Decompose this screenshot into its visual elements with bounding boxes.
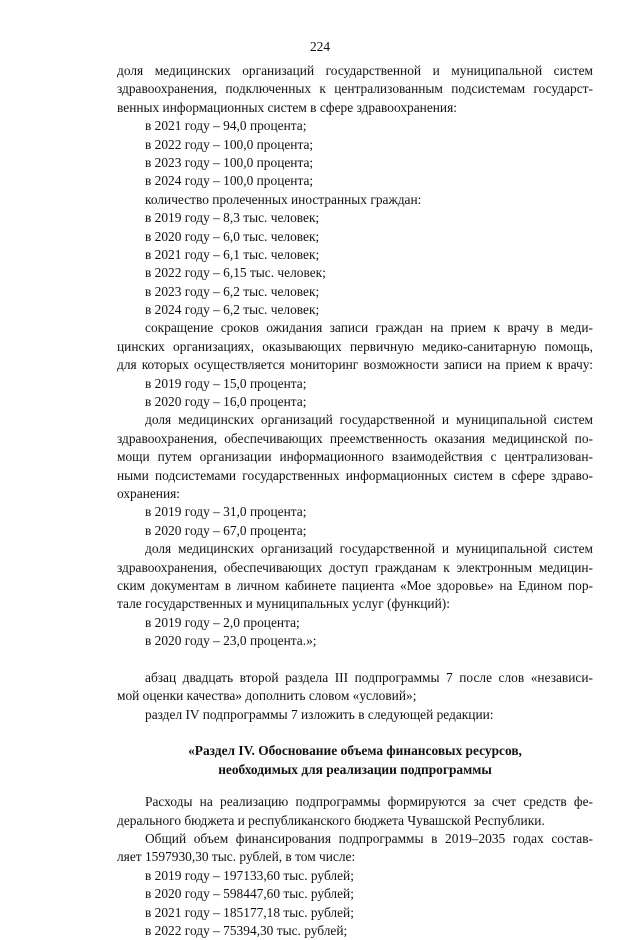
text-line: в 2021 году – 94,0 процента; (145, 118, 307, 134)
text-line: тале государственных и муниципальных услуг (функций): (117, 596, 450, 612)
text-line: для которых осуществляется мониторинг возможности записи на прием к врачу: (117, 357, 593, 373)
text-line: дерального бюджета и республиканского бюджета Чувашской Республики. (117, 812, 545, 828)
text-line: доля медицинских организаций государственной и муниципальной систем (117, 63, 593, 78)
blank-line (117, 651, 593, 669)
blank-line (117, 724, 593, 742)
text-line: раздел IV подпрограммы 7 изложить в следующей редакции: (145, 706, 494, 722)
text-line: в 2023 году – 100,0 процента; (145, 154, 314, 170)
text-line: абзац двадцать второй раздела III подпрограммы 7 после слов «независи- (145, 669, 593, 685)
text-line: охранения: (117, 485, 181, 501)
text-line: сокращение сроков ожидания записи граждан на прием к врачу в меди- (145, 320, 593, 336)
text-line: ляет 1597930,30 тыс. рублей, в том числе: (117, 849, 356, 865)
section-heading-line: «Раздел IV. Обоснование объема финансовых ресурсов, (188, 743, 522, 759)
text-line: в 2020 году – 23,0 процента.»; (145, 633, 317, 649)
text-line: в 2019 году – 31,0 процента; (145, 504, 307, 520)
text-line: венных информационных систем в сфере здравоохранения: (117, 99, 457, 115)
text-line: ными подсистемами государственных информационных систем в сфере здраво- (117, 467, 593, 483)
blank-line (117, 779, 593, 793)
document-body (117, 62, 593, 940)
text-line: в 2020 году – 598447,60 тыс. рублей; (145, 886, 354, 902)
page-number: 224 (309, 39, 331, 54)
text-line: в 2023 году – 6,2 тыс. человек; (145, 283, 320, 299)
text-line: здравоохранения, обеспечивающих преемственность оказания медицинской по- (117, 430, 593, 446)
text-line: мой оценки качества» дополнить словом «условий»; (117, 688, 417, 704)
text-line: в 2019 году – 15,0 процента; (145, 375, 307, 391)
text-line: в 2024 году – 6,2 тыс. человек; (145, 302, 320, 318)
text-line: в 2021 году – 6,1 тыс. человек; (145, 246, 320, 262)
text-line: здравоохранения, подключенных к централизованным подсистемам государст- (117, 81, 593, 97)
text-line: в 2024 году – 100,0 процента; (145, 173, 314, 189)
text-line: доля медицинских организаций государственной и муниципальной систем (145, 541, 593, 557)
text-line: Общий объем финансирования подпрограммы в 2019–2035 годах состав- (145, 831, 593, 847)
section-heading-line: необходимых для реализации подпрограммы (218, 761, 492, 777)
text-line: количество пролеченных иностранных граждан: (145, 191, 422, 207)
text-line: здравоохранения, обеспечивающих доступ гражданам к электронным медицин- (117, 559, 593, 575)
text-line: доля медицинских организаций государственной и муниципальной систем (145, 412, 593, 428)
text-line: ским документам в личном кабинете пациента «Мое здоровье» на Едином пор- (117, 577, 593, 593)
text-line: в 2022 году – 6,15 тыс. человек; (145, 265, 326, 281)
text-line: цинских организациях, оказывающих первичную медико-санитарную помощь, (117, 338, 593, 354)
text-line: в 2022 году – 100,0 процента; (145, 136, 314, 152)
text-line: в 2021 году – 185177,18 тыс. рублей; (145, 904, 354, 920)
text-line: в 2019 году – 8,3 тыс. человек; (145, 210, 320, 226)
text-line: в 2019 году – 197133,60 тыс. рублей; (145, 867, 354, 883)
text-line: в 2022 году – 75394,30 тыс. рублей; (145, 922, 348, 938)
text-line: мощи путем организации информационного взаимодействия с централизован- (117, 449, 593, 465)
text-line: в 2020 году – 16,0 процента; (145, 394, 307, 410)
text-line: Расходы на реализацию подпрограммы формируются за счет средств фе- (145, 794, 593, 810)
text-line: в 2020 году – 67,0 процента; (145, 522, 307, 538)
text-line: в 2019 году – 2,0 процента; (145, 614, 300, 630)
text-line: в 2020 году – 6,0 тыс. человек; (145, 228, 320, 244)
